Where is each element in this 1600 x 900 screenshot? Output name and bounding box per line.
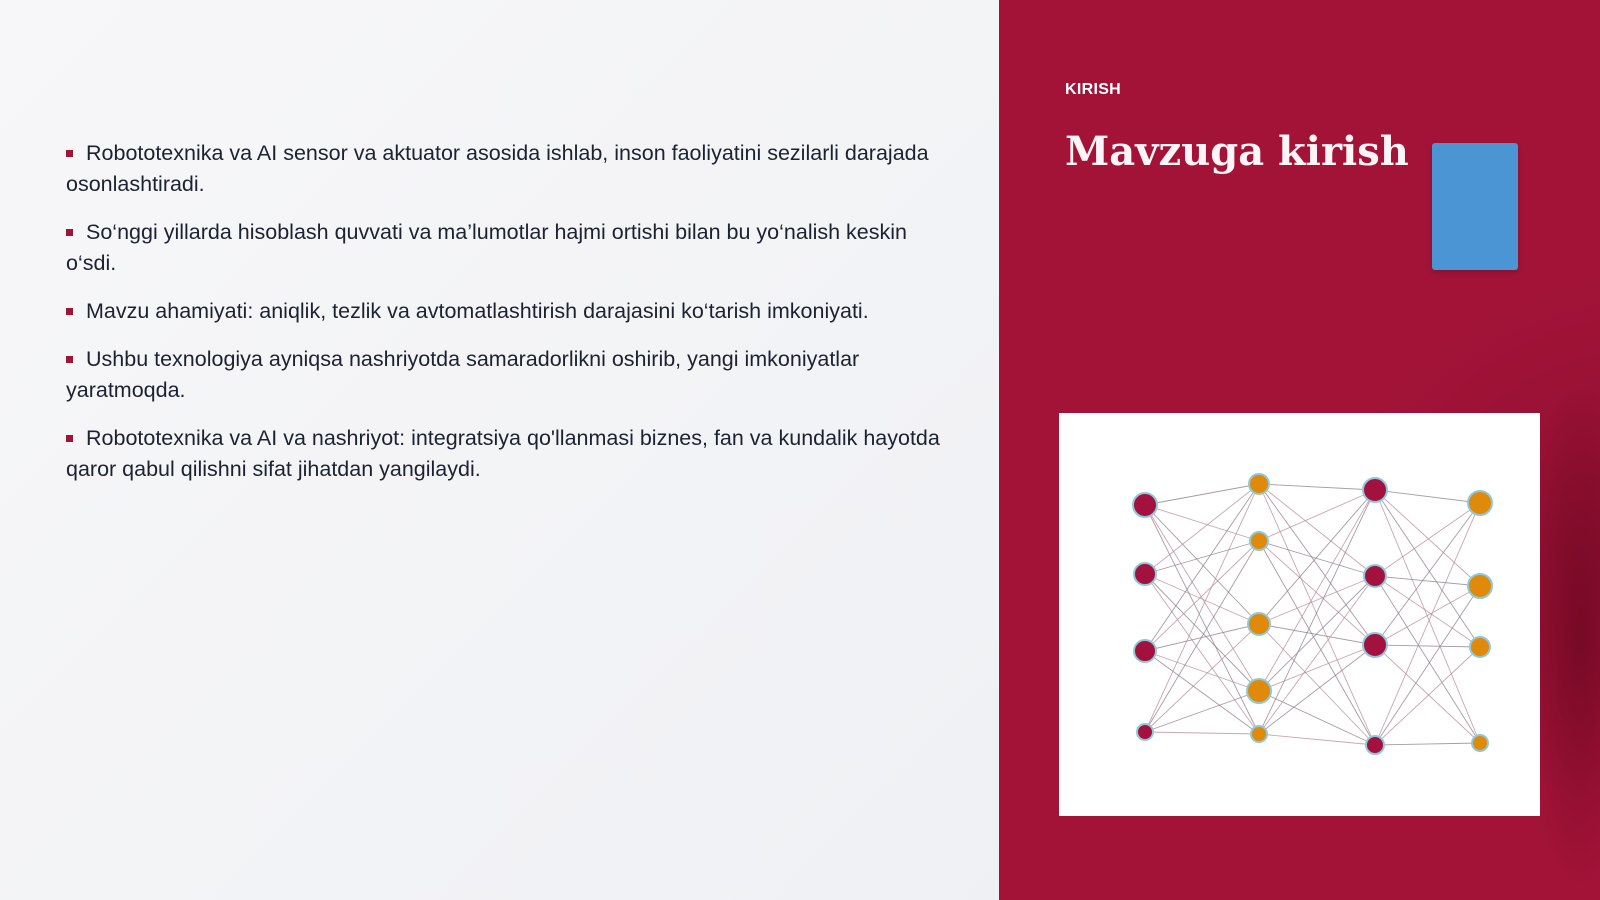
network-node <box>1364 565 1386 587</box>
bullet-marker-icon <box>66 308 73 315</box>
network-node <box>1472 735 1488 751</box>
bullet-text: Robototexnika va AI va nashriyot: integratsiya qo'llanmasi biznes, fan va kundalik hayotda qaror qabul qilishni sifat jihatdan yangilaydi. <box>66 426 940 481</box>
network-node <box>1250 532 1268 550</box>
connection-line <box>1375 490 1480 743</box>
connection-line <box>1145 484 1259 505</box>
neural-network-figure <box>1059 413 1540 816</box>
bullet-item <box>66 217 946 279</box>
connection-line <box>1375 490 1480 503</box>
connection-line <box>1145 574 1259 624</box>
bullet-item <box>66 344 946 406</box>
network-node <box>1134 640 1156 662</box>
network-node <box>1247 679 1271 703</box>
connection-line <box>1259 645 1375 734</box>
connection-line <box>1375 743 1480 745</box>
network-node <box>1134 563 1156 585</box>
section-label: KIRISH <box>1065 81 1122 98</box>
bullet-marker-icon <box>66 435 73 442</box>
network-node <box>1251 726 1267 742</box>
network-node <box>1363 633 1387 657</box>
connection-line <box>1145 484 1259 651</box>
connection-line <box>1259 490 1375 734</box>
connection-line <box>1145 505 1259 734</box>
network-node <box>1363 478 1387 502</box>
connection-line <box>1259 484 1375 490</box>
bullet-marker-icon <box>66 150 73 157</box>
bullet-text: Ushbu texnologiya ayniqsa nashriyotda samaradorlikni oshirib, yangi imkoniyatlar yaratmoqda. <box>66 347 860 402</box>
connection-line <box>1145 732 1259 734</box>
bullet-text: Robototexnika va AI sensor va aktuator asosida ishlab, inson faoliyatini sezilarli darajada osonlashtiradi. <box>66 141 929 196</box>
connection-line <box>1259 691 1375 745</box>
connection-line <box>1259 490 1375 691</box>
bullet-text: So‘nggi yillarda hisoblash quvvati va ma’lumotlar hajmi ortishi bilan bu yo‘nalish keskin o‘sdi. <box>66 220 907 275</box>
network-node <box>1366 736 1384 754</box>
connection-line <box>1259 734 1375 745</box>
connection-line <box>1375 647 1480 745</box>
accent-block <box>1432 143 1518 270</box>
network-node <box>1468 574 1492 598</box>
network-node <box>1137 724 1153 740</box>
network-node <box>1133 493 1157 517</box>
network-nodes <box>1133 474 1492 754</box>
bullet-marker-icon <box>66 229 73 236</box>
content-area <box>66 138 946 502</box>
connection-line <box>1375 586 1480 745</box>
connection-lines <box>1145 484 1480 745</box>
bullet-item <box>66 296 946 327</box>
network-node <box>1468 491 1492 515</box>
connection-line <box>1145 624 1259 651</box>
bullet-item <box>66 423 946 485</box>
connection-line <box>1375 576 1480 586</box>
network-node <box>1470 637 1490 657</box>
network-node <box>1248 613 1270 635</box>
connection-line <box>1145 574 1259 691</box>
connection-line <box>1145 484 1259 574</box>
slide-title: Mavzuga kirish <box>1065 128 1409 175</box>
connection-line <box>1145 651 1259 691</box>
connection-line <box>1375 645 1480 647</box>
connection-line <box>1145 624 1259 732</box>
neural-network-diagram <box>1059 413 1540 816</box>
bullet-text: Mavzu ahamiyati: aniqlik, tezlik va avtomatlashtirish darajasini ko‘tarish imkoniyati. <box>86 299 869 323</box>
connection-line <box>1259 484 1375 645</box>
title-panel <box>999 0 1600 900</box>
connection-line <box>1259 541 1375 745</box>
bullet-item <box>66 138 946 200</box>
connection-line <box>1145 484 1259 732</box>
connection-line <box>1259 484 1375 745</box>
connection-line <box>1375 490 1480 586</box>
connection-line <box>1145 541 1259 732</box>
bullet-list <box>66 138 946 485</box>
network-node <box>1249 474 1269 494</box>
connection-line <box>1145 691 1259 732</box>
bullet-marker-icon <box>66 356 73 363</box>
